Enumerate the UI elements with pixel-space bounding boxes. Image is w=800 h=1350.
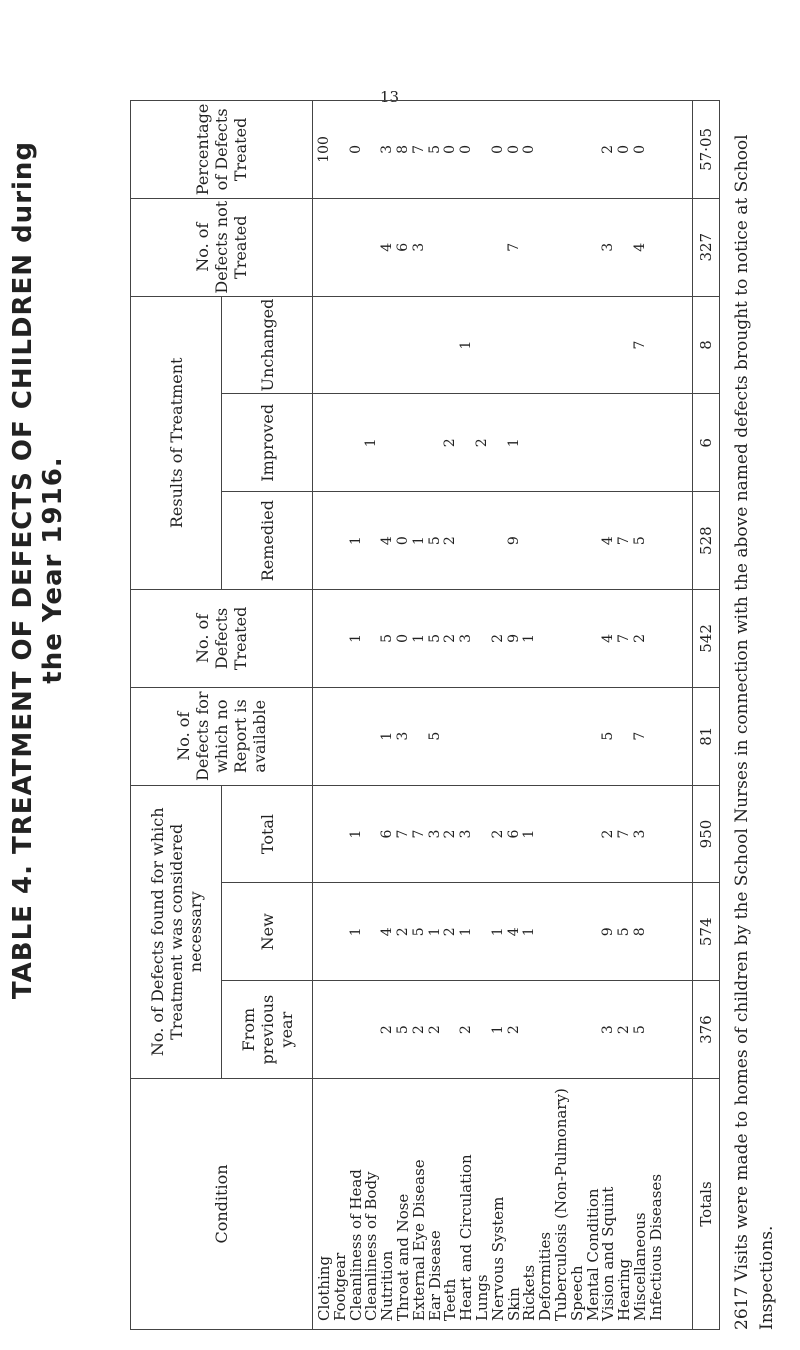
percentage-header: Percentage of Defects Treated [131,101,313,199]
table-cell [554,492,570,589]
table-cell [522,199,538,296]
table-cell: 4 [600,633,617,643]
condition-name: Clothing [315,1255,333,1321]
table-cell [364,688,380,785]
table-cell: 3 [458,633,475,643]
table-cell: 5 [631,1025,648,1035]
body-row [313,101,693,1330]
table-cell: 1 [521,927,538,937]
not-treated-values [313,198,693,296]
table-cell: 4 [505,927,522,937]
table-cell: 1 [426,927,443,937]
table-cell: 0 [442,144,459,154]
table-cell [522,492,538,589]
table-cell [586,590,602,687]
table-cell [475,688,491,785]
table-cell [538,590,554,687]
table-cell: 5 [426,633,443,643]
table-cell [475,101,491,198]
table-cell: 7 [631,731,648,741]
table-cell [333,786,349,883]
table-cell [522,297,538,394]
no-treatment-header: No. of Defects for which no Report is available [131,687,313,785]
condition-name: Skin [504,1287,523,1321]
table-cell [380,297,396,394]
table-cell: 3 [426,829,443,839]
condition-name: Cleanliness of Body [362,1171,381,1321]
table-cell [586,101,602,198]
table-cell [317,297,333,394]
table-cell: 5 [426,536,443,546]
table-cell: 0 [631,144,648,154]
table-cell: 2 [489,633,506,643]
table-cell [538,394,554,491]
table-cell [633,394,649,491]
table-cell [475,883,491,980]
table-cell: 2 [616,1025,633,1035]
table-cell: 6 [505,829,522,839]
table-cell: 1 [489,927,506,937]
table-cell [475,492,491,589]
table-cell [349,199,365,296]
new-header: New [222,883,313,981]
table-cell [522,394,538,491]
results-header: Results of Treatment [131,296,222,589]
table-cell: 3 [631,829,648,839]
table-cell [649,590,665,687]
table-cell [475,199,491,296]
condition-name: Footgear [330,1252,349,1321]
table-cell: 0 [616,144,633,154]
table-cell: 0 [505,144,522,154]
table-cell: 1 [505,438,522,448]
group-found-header: No. of Defects found for which Treatment was considered necessary [131,785,222,1078]
new-values [313,883,693,981]
table-cell [507,297,523,394]
table-cell [554,688,570,785]
table-cell [617,199,633,296]
table-cell [491,492,507,589]
table-cell [459,492,475,589]
table-cell: 0 [489,144,506,154]
totals-row [693,101,720,1330]
total-treated: 542 [693,590,720,688]
table-cell [412,394,428,491]
table-cell [333,590,349,687]
table-cell: 2 [458,1025,475,1035]
from-previous-values [313,981,693,1079]
table-cell [570,297,586,394]
table-cell: 2 [442,829,459,839]
table-cell: 5 [426,731,443,741]
condition-name: Nutrition [378,1250,397,1321]
table-cell: 2 [600,144,617,154]
remedied-header: Remedied [222,492,313,590]
table-cell: 5 [616,927,633,937]
table-cell [649,101,665,198]
table-cell [443,297,459,394]
table-cell: 1 [379,731,396,741]
table-cell [333,199,349,296]
remedied-values [313,492,693,590]
table-cell: 3 [379,144,396,154]
total-total: 950 [693,785,720,883]
table-cell [459,199,475,296]
table-cell: 7 [631,340,648,350]
table-cell: 7 [616,633,633,643]
table-cell [570,394,586,491]
total-unchanged: 8 [693,296,720,394]
table-cell: 5 [410,927,427,937]
total-no-treatment: 81 [693,687,720,785]
table-cell [491,297,507,394]
table-cell [380,394,396,491]
table-cell [522,981,538,1078]
improved-values [313,394,693,492]
table-cell [317,394,333,491]
table-cell [586,688,602,785]
table-cell [443,199,459,296]
defects-table [130,100,720,1330]
table-cell: 1 [347,536,364,546]
table-cell: 2 [631,633,648,643]
table-cell [317,590,333,687]
table-cell: 1 [347,927,364,937]
condition-name: Speech [567,1265,586,1321]
table-cell [333,688,349,785]
table-cell [538,883,554,980]
table-cell [333,981,349,1078]
table-cell: 3 [600,242,617,252]
table-cell [570,101,586,198]
table-cell: 1 [458,927,475,937]
table-cell [364,981,380,1078]
table-cell [317,883,333,980]
condition-name: Tuberculosis (Non-Pulmonary) [551,1088,570,1321]
table-cell [491,688,507,785]
table-cell [349,688,365,785]
table-cell: 1 [363,438,380,448]
table-cell: 7 [410,144,427,154]
table-cell [333,394,349,491]
table-cell: 3 [410,242,427,252]
condition-name: Heart and Circulation [457,1154,476,1321]
total-remedied: 528 [693,492,720,590]
table-cell [586,297,602,394]
table-cell: 100 [316,136,332,163]
condition-name: Teeth [441,1278,460,1321]
table-cell: 2 [410,1025,427,1035]
table-cell [586,786,602,883]
table-cell: 1 [489,1025,506,1035]
condition-name: Ear Disease [425,1230,444,1321]
condition-name: Mental Condition [583,1188,602,1321]
table-title: TABLE 4. TREATMENT OF DEFECTS OF CHILDREN during the Year 1916. [8,140,68,1000]
totals-label: Totals [693,1079,720,1330]
table-cell [459,688,475,785]
table-cell: 2 [489,829,506,839]
table-cell: 1 [521,633,538,643]
table-cell [570,981,586,1078]
table-cell [475,297,491,394]
table-cell: 5 [600,731,617,741]
table-cell [364,199,380,296]
table-cell: 2 [473,438,490,448]
table-cell: 2 [442,633,459,643]
condition-name: External Eye Disease [409,1159,428,1321]
table-cell [586,492,602,589]
total-not-treated: 327 [693,198,720,296]
table-cell [364,883,380,980]
table-cell: 1 [410,536,427,546]
table-cell [349,297,365,394]
table-cell [554,590,570,687]
table-cell: 0 [394,536,411,546]
table-cell [428,394,444,491]
not-treated-header: No. of Defects not Treated [131,198,313,296]
table-cell [364,492,380,589]
table-cell [649,883,665,980]
table-cell [649,786,665,883]
table-cell [396,394,412,491]
table-cell [364,590,380,687]
table-cell: 7 [410,829,427,839]
table-cell: 5 [631,536,648,546]
table-cell [349,394,365,491]
table-cell [412,688,428,785]
table-cell [586,883,602,980]
table-cell: 0 [394,633,411,643]
table-cell: 5 [379,633,396,643]
table-cell [554,297,570,394]
table-cell [586,981,602,1078]
table-cell [554,786,570,883]
table-cell [649,297,665,394]
condition-list [313,1079,693,1330]
table-cell [601,297,617,394]
table-cell [412,297,428,394]
table-cell: 8 [394,144,411,154]
table-cell: 4 [631,242,648,252]
table-cell [364,101,380,198]
table-cell [570,199,586,296]
table-cell: 9 [505,633,522,643]
table-cell: 1 [521,829,538,839]
table-cell [570,590,586,687]
footnote: 2617 Visits were made to homes of children by the School Nurses in connection with the above named defects brought to notice at School Inspections. [732,134,777,1330]
no-treatment-values [313,687,693,785]
table-cell [459,394,475,491]
table-cell: 2 [442,536,459,546]
table-cell [554,981,570,1078]
improved-header: Improved [222,394,313,492]
total-new: 574 [693,883,720,981]
condition-name: Throat and Nose [393,1193,412,1321]
unchanged-header: Unchanged [222,296,313,394]
table-cell [475,981,491,1078]
table-cell: 1 [347,829,364,839]
header-row-1 [131,101,222,1330]
table-cell [554,394,570,491]
table-cell [570,786,586,883]
table-cell [586,394,602,491]
table-cell [554,883,570,980]
table-cell [570,688,586,785]
table-cell: 5 [426,144,443,154]
table-cell: 7 [505,242,522,252]
table-cell: 2 [442,927,459,937]
table-cell [554,199,570,296]
table-cell: 4 [379,927,396,937]
table-cell [317,492,333,589]
table-cell: 9 [600,927,617,937]
table-cell [333,101,349,198]
table-cell: 0 [347,144,364,154]
table-cell [617,297,633,394]
table-cell [491,394,507,491]
table-cell: 4 [600,536,617,546]
table-cell: 2 [426,1025,443,1035]
table-cell: 6 [379,829,396,839]
table-cell: 8 [631,927,648,937]
table-cell [317,786,333,883]
table-cell [428,297,444,394]
table-cell [617,394,633,491]
table-cell [317,688,333,785]
table-cell [491,199,507,296]
condition-name: Miscellaneous [630,1212,649,1321]
table-cell: 7 [616,829,633,839]
table-cell [475,590,491,687]
table-cell [538,297,554,394]
table-cell [443,688,459,785]
table-cell: 5 [394,1025,411,1035]
table-cell [601,394,617,491]
table-cell [649,394,665,491]
table-cell [570,492,586,589]
condition-header: Condition [131,1079,313,1330]
table-cell [317,981,333,1078]
table-cell: 6 [394,242,411,252]
table-cell [507,688,523,785]
from-previous-header: From previous year [222,981,313,1079]
table-cell: 7 [616,536,633,546]
table-cell [333,492,349,589]
table-cell: 1 [347,633,364,643]
table-cell [617,688,633,785]
table-cell [649,199,665,296]
total-improved: 6 [693,394,720,492]
table-cell [554,101,570,198]
table-cell: 1 [458,340,475,350]
percentage-values [313,101,693,199]
table-cell: 2 [505,1025,522,1035]
condition-name: Cleanliness of Head [346,1169,365,1321]
table-cell [317,199,333,296]
table-cell: 3 [394,731,411,741]
condition-name: Rickets [520,1264,539,1321]
table-cell [538,688,554,785]
total-percentage: 57·05 [693,101,720,199]
table-cell: 4 [379,242,396,252]
table-cell [570,883,586,980]
table-cell [538,786,554,883]
table-cell: 3 [458,829,475,839]
condition-name: Nervous System [488,1196,507,1321]
page-number: 13 [380,88,400,106]
table-cell: 2 [600,829,617,839]
table-cell [428,199,444,296]
table-cell [333,297,349,394]
table-cell [396,297,412,394]
total-header: Total [222,785,313,883]
table-cell: 9 [505,536,522,546]
condition-name: Deformities [536,1231,555,1321]
table-cell [349,981,365,1078]
table-cell [538,199,554,296]
treated-header: No. of Defects Treated [131,590,313,688]
table-cell: 0 [458,144,475,154]
unchanged-values [313,296,693,394]
treated-values [313,590,693,688]
table-cell [649,688,665,785]
table-cell: 2 [394,927,411,937]
table-cell: 1 [410,633,427,643]
condition-name: Vision and Squint [599,1186,618,1321]
table-cell [586,199,602,296]
table-cell [538,981,554,1078]
table-cell [538,492,554,589]
table-cell [538,101,554,198]
table-cell [443,981,459,1078]
table-cell [649,492,665,589]
condition-name: Lungs [472,1274,491,1321]
table-cell [649,981,665,1078]
table-cell: 3 [600,1025,617,1035]
table-cell: 7 [394,829,411,839]
total-from-previous: 376 [693,981,720,1079]
table-cell [475,786,491,883]
table-cell [333,883,349,980]
table-cell: 2 [379,1025,396,1035]
condition-name: Infectious Diseases [646,1173,665,1321]
table-cell [522,688,538,785]
table-cell: 2 [442,438,459,448]
table-cell [364,297,380,394]
table-cell: 4 [379,536,396,546]
table-cell [364,786,380,883]
total-values [313,785,693,883]
condition-name: Hearing [615,1258,634,1321]
table-cell: 0 [521,144,538,154]
